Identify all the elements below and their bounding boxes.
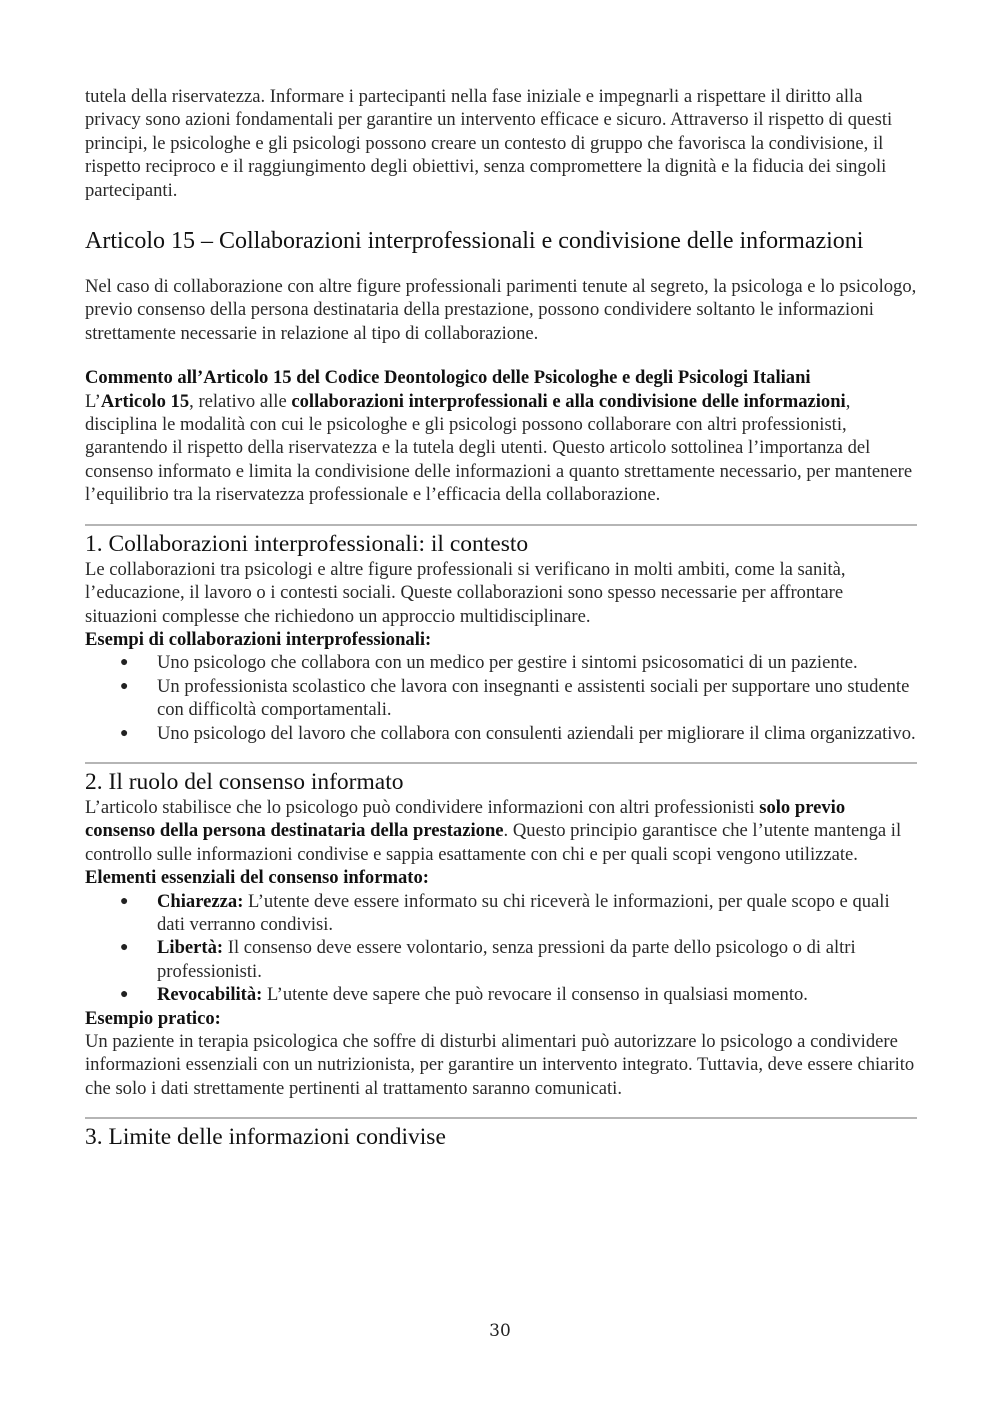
comment-title: Commento all’Articolo 15 del Codice Deontologico delle Psicologhe e degli Psicologi Italiani [85,367,811,389]
section1-heading: 1. Collaborazioni interprofessionali: il contesto [85,530,529,557]
comment-paragraph: L’Articolo 15, relativo alle collaborazioni interprofessionali e alla condivisione delle informazioni, disciplina le modalità con cui le psicologhe e gli psicologi possono collaborare con altri professionisti, garantendo il rispetto della riservatezza e la tutela degli utenti. Questo articolo sottolinea l’importanza del consenso informato e limita la condivisione delle informazioni a quanto strettamente necessario, per mantenere l’equilibrio tra la riservatezza professionale e l’efficacia della collaborazione. [85,390,913,506]
elements-label: Elementi essenziali del consenso informato: [85,867,429,889]
section-divider [85,762,917,764]
consent-bold: solo previo consenso della persona destinataria della prestazione [85,796,846,842]
article-heading: Articolo 15 – Collaborazioni interprofessionali e condivisione delle informazioni [85,228,864,255]
bullet-icon: ● [120,655,129,671]
section1-text: Le collaborazioni tra psicologi e altre figure professionali si verificano in molti ambiti, come la sanità, l’educazione, il lavoro o i contesti sociali. Queste collaborazioni sono spesso necessarie per affrontare situazioni complesse che richiedono un approccio multidisciplinare. [85,558,846,627]
intro-paragraph: tutela della riservatezza. Informare i partecipanti nella fase iniziale e impegnarli a rispettare il diritto alla privacy sono azioni fondamentali per garantire un intervento efficace e sicuro. Attraverso il rispetto di questi principi, le psicologhe e gli psicologi possono creare un contesto di gruppo che favorisca la condivisione, il rispetto reciproco e il raggiungimento degli obiettivi, senza compromettere la dignità e la fiducia dei singoli partecipanti. [85,86,893,201]
list-item: ● Revocabilità: L’utente deve sapere che può revocare il consenso in qualsiasi momento. [120,984,808,1006]
examples-list [85,651,917,745]
section2-text: L’articolo stabilisce che lo psicologo può condividere informazioni con altri professionisti solo previo consenso della persona destinataria della prestazione. Questo principio garantisce che l’utente mantenga il controllo sulle informazioni condivise e sappia esattamente con chi e per quali scopi vengono utilizzate. [85,796,902,865]
elements-list [85,890,917,1007]
list-item: ● Libertà: Il consenso deve essere volontario, senza pressioni da parte dello psicologo o di altri professionisti. [120,937,856,982]
list-item: ● Uno psicologo del lavoro che collabora con consulenti aziendali per migliorare il clima organizzativo. [120,722,916,744]
topic-bold: collaborazioni interprofessionali e alla condivisione delle informazioni [291,390,846,412]
term-bold: Libertà: [157,937,224,959]
section-divider [85,1117,917,1119]
page-number: 30 [489,1321,511,1341]
document-page [85,85,917,1151]
section-divider [85,524,917,526]
bullet-icon: ● [120,678,129,694]
section3-heading: 3. Limite delle informazioni condivise [85,1124,446,1151]
examples-label: Esempi di collaborazioni interprofessionali: [85,628,432,650]
list-item: ● Un professionista scolastico che lavora con insegnanti e assistenti sociali per supportare uno studente con difficoltà comportamentali. [120,675,910,721]
example-label: Esempio pratico: [85,1007,221,1029]
bullet-icon: ● [120,893,129,909]
article-ref-bold: Articolo 15 [100,390,190,412]
bullet-icon: ● [120,987,129,1003]
bullet-icon: ● [120,725,129,741]
article-text: Nel caso di collaborazione con altre figure professionali parimenti tenute al segreto, la psicologa e lo psicologo, previo consenso della persona destinataria della prestazione, possono condividere soltanto le informazioni strettamente necessarie in relazione al tipo di collaborazione. [85,276,917,344]
term-bold: Chiarezza: [157,890,244,912]
term-bold: Revocabilità: [157,984,263,1006]
example-text: Un paziente in terapia psicologica che soffre di disturbi alimentari può autorizzare lo psicologo a condividere informazioni essenziali con un nutrizionista, per garantire un intervento integrato. Tuttavia, deve essere chiarito che solo i dati strettamente pertinenti al trattamento saranno comunicati. [85,1031,915,1099]
bullet-icon: ● [120,940,129,956]
list-item: ● Chiarezza: L’utente deve essere informato su chi riceverà le informazioni, per quale scopo e quali dati verranno condivisi. [120,890,890,935]
list-item: ● Uno psicologo che collabora con un medico per gestire i sintomi psicosomatici di un paziente. [120,652,858,674]
section2-heading: 2. Il ruolo del consenso informato [85,768,404,795]
